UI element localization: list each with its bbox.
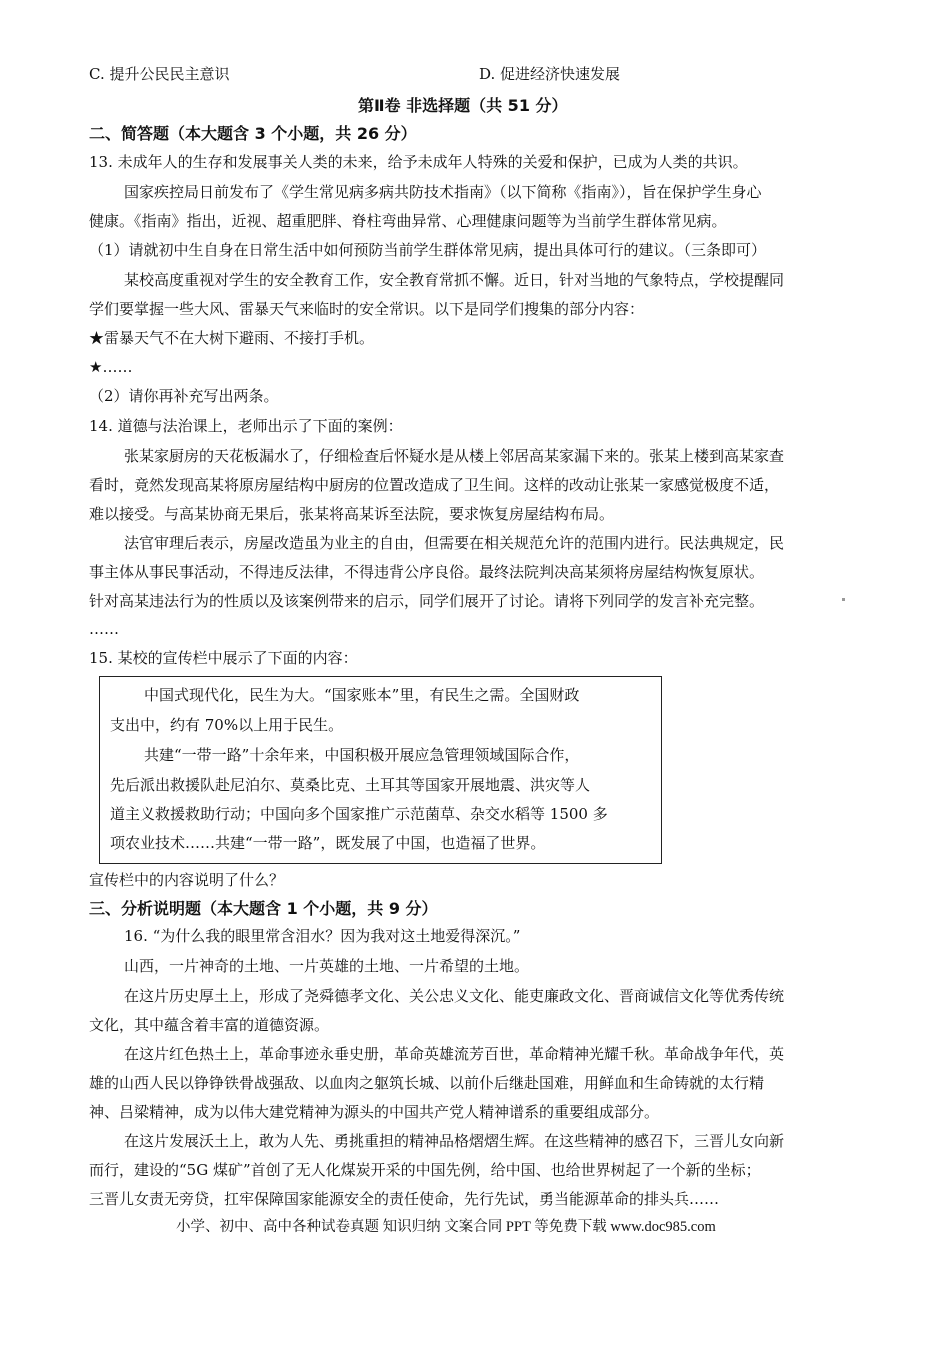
q13-subquestion-1: （1）请就初中生自身在日常生活中如何预防当前学生群体常见病，提出具体可行的建议。（三条即可） xyxy=(89,241,767,259)
q16-paragraph: 在这片历史厚土上，形成了尧舜德孝文化、关公忠义文化、能吏廉政文化、晋商诚信文化等优秀传统 xyxy=(124,987,785,1005)
q13-bullet: ★…… xyxy=(89,358,133,376)
q15-question: 宣传栏中的内容说明了什么？ xyxy=(89,871,285,889)
section3-heading: 三、分析说明题（本大题含 1 个小题，共 9 分） xyxy=(89,899,438,918)
q14-case-paragraph: 张某家厨房的天花板漏水了，仔细检查后怀疑水是从楼上邻居高某家漏下来的。张某上楼到高某家查 xyxy=(124,447,785,465)
q16-paragraph: 三晋儿女责无旁贷，扛牢保障国家能源安全的责任使命，先行先试，勇当能源革命的排头兵…… xyxy=(89,1190,720,1208)
q14-ellipsis: …… xyxy=(89,620,119,638)
q16-paragraph: 而行，建设的“5G 煤矿”首创了无人化煤炭开采的中国先例，给中国、也给世界树起了一个新的坐标； xyxy=(89,1161,761,1179)
option-c: C. 提升公民民主意识 xyxy=(89,65,230,83)
q13-paragraph: 某校高度重视对学生的安全教育工作，安全教育常抓不懈。近日，针对当地的气象特点，学校提醒同 xyxy=(124,271,785,289)
q13-stem: 13. 未成年人的生存和发展事关人类的未来，给予未成年人特殊的关爱和保护，已成为人类的共识。 xyxy=(89,153,748,171)
q15-stem: 15. 某校的宣传栏中展示了下面的内容： xyxy=(89,649,358,667)
q13-paragraph: 健康。《指南》指出，近视、超重肥胖、脊柱弯曲异常、心理健康问题等为当前学生群体常见病。 xyxy=(89,212,727,230)
bulletin-text: 道主义救援救助行动；中国向多个国家推广示范菌草、杂交水稻等 1500 多 xyxy=(110,805,608,823)
q14-stem: 14. 道德与法治课上，老师出示了下面的案例： xyxy=(89,417,403,435)
q13-paragraph: 国家疾控局日前发布了《学生常见病多病共防技术指南》（以下简称《指南》），旨在保护学生身心 xyxy=(124,183,762,201)
option-d: D. 促进经济快速发展 xyxy=(479,65,621,83)
section2-heading: 二、简答题（本大题含 3 个小题，共 26 分） xyxy=(89,124,417,143)
q14-question: 针对高某违法行为的性质以及该案例带来的启示，同学们展开了讨论。请将下列同学的发言补充完整。 xyxy=(89,592,765,610)
bulletin-text: 支出中，约有 70%以上用于民生。 xyxy=(110,716,344,734)
bulletin-text: 中国式现代化，民生为大。“国家账本”里，有民生之需。全国财政 xyxy=(144,686,580,704)
q13-subquestion-2: （2）请你再补充写出两条。 xyxy=(89,387,279,405)
q14-case-paragraph: 法官审理后表示，房屋改造虽为业主的自由，但需要在相关规范允许的范围内进行。民法典规定，民 xyxy=(124,534,785,552)
bulletin-text: 项农业技术……共建“一带一路”，既发展了中国，也造福了世界。 xyxy=(110,834,546,852)
q16-stem: 16. “为什么我的眼里常含泪水？因为我对这土地爱得深沉。” xyxy=(124,927,521,945)
q13-bullet: ★雷暴天气不在大树下避雨、不接打手机。 xyxy=(89,329,375,347)
q16-paragraph: 文化，其中蕴含着丰富的道德资源。 xyxy=(89,1016,330,1034)
q16-paragraph: 神、吕梁精神，成为以伟大建党精神为源头的中国共产党人精神谱系的重要组成部分。 xyxy=(89,1103,660,1121)
q16-paragraph: 山西，一片神奇的土地、一片英雄的土地、一片希望的土地。 xyxy=(124,957,530,975)
bulletin-text: 先后派出救援队赴尼泊尔、莫桑比克、土耳其等国家开展地震、洪灾等人 xyxy=(110,776,591,794)
stray-mark xyxy=(842,598,845,601)
q14-case-paragraph: 事主体从事民事活动，不得违反法律，不得违背公序良俗。最终法院判决高某须将房屋结构恢复原状。 xyxy=(89,563,765,581)
q14-case-paragraph: 难以接受。与高某协商无果后，张某将高某诉至法院，要求恢复房屋结构布局。 xyxy=(89,505,615,523)
q16-paragraph: 雄的山西人民以铮铮铁骨战强敌、以血肉之躯筑长城、以前仆后继赴国难，用鲜血和生命铸就的太行精 xyxy=(89,1074,765,1092)
q16-paragraph: 在这片发展沃土上，敢为人先、勇挑重担的精神品格熠熠生辉。在这些精神的感召下，三晋儿女向新 xyxy=(124,1132,785,1150)
page-footer: 小学、初中、高中各种试卷真题 知识归纳 文案合同 PPT 等免费下载 www.doc985.com xyxy=(176,1219,716,1235)
part2-title: 第Ⅱ卷 非选择题（共 51 分） xyxy=(358,96,568,115)
q16-paragraph: 在这片红色热土上，革命事迹永垂史册，革命英雄流芳百世，革命精神光耀千秋。革命战争年代，英 xyxy=(124,1045,785,1063)
q14-case-paragraph: 看时，竟然发现高某将原房屋结构中厨房的位置改造成了卫生间。这样的改动让张某一家感觉极度不适， xyxy=(89,476,780,494)
q13-paragraph: 学们要掌握一些大风、雷暴天气来临时的安全常识。以下是同学们搜集的部分内容： xyxy=(89,300,645,318)
bulletin-text: 共建“一带一路”十余年来，中国积极开展应急管理领域国际合作， xyxy=(144,746,580,764)
